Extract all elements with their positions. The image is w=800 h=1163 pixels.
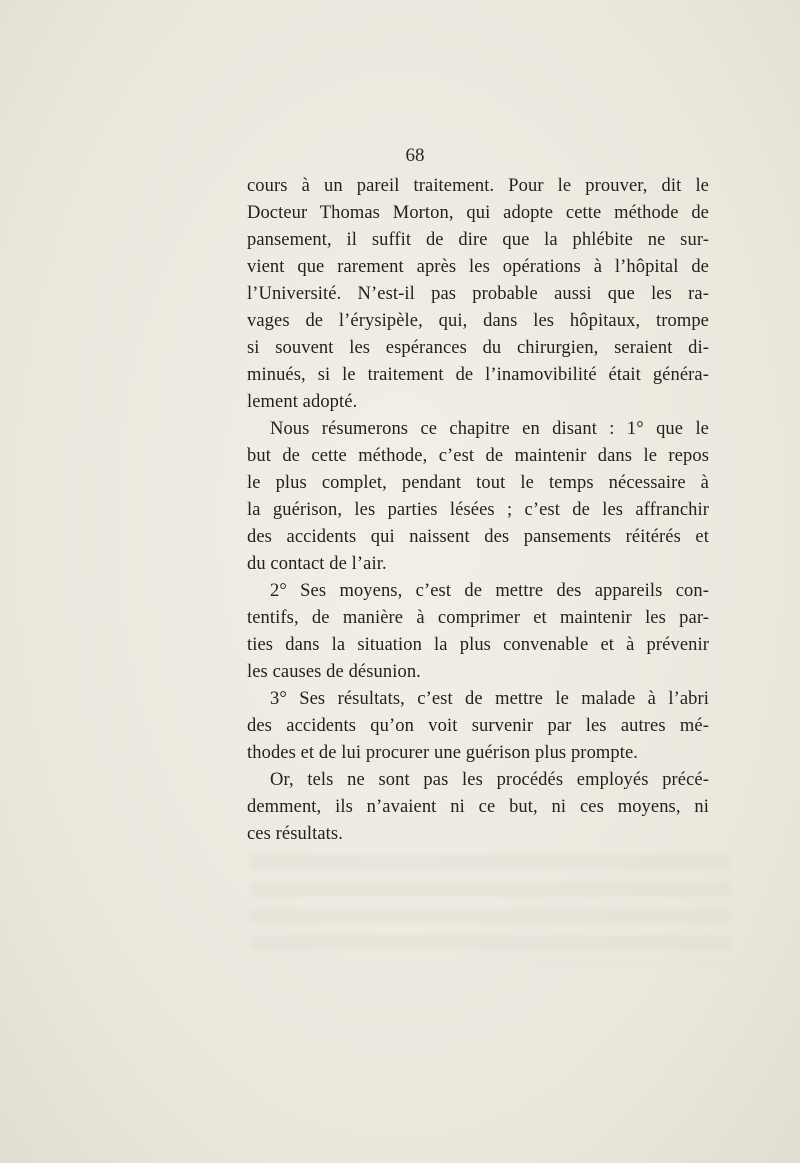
page-number: 68 bbox=[405, 145, 425, 166]
text-line: tentifs, de manière à comprimer et maintenir les par- bbox=[247, 608, 709, 628]
text-line: Docteur Thomas Morton, qui adopte cette méthode de bbox=[247, 203, 709, 223]
text-line: but de cette méthode, c’est de maintenir dans le repos bbox=[247, 446, 709, 466]
text-line: des accidents qu’on voit survenir par les autres mé- bbox=[247, 716, 709, 736]
text-line: ties dans la situation la plus convenable et à prévenir bbox=[247, 635, 709, 655]
text-line: Or, tels ne sont pas les procédés employés précé- bbox=[270, 770, 709, 790]
text-line: pansement, il suffit de dire que la phlébite ne sur- bbox=[247, 230, 709, 250]
text-line: cours à un pareil traitement. Pour le prouver, dit le bbox=[247, 176, 709, 196]
text-line: l’Université. N’est-il pas probable aussi que les ra- bbox=[247, 284, 709, 304]
text-line: du contact de l’air. bbox=[247, 554, 387, 574]
text-line: 2° Ses moyens, c’est de mettre des appareils con- bbox=[270, 581, 709, 601]
text-line: des accidents qui naissent des pansements réitérés et bbox=[247, 527, 709, 547]
text-line: vages de l’érysipèle, qui, dans les hôpitaux, trompe bbox=[247, 311, 709, 331]
text-line: minués, si le traitement de l’inamovibilité était généra- bbox=[247, 365, 709, 385]
text-line: 3° Ses résultats, c’est de mettre le malade à l’abri bbox=[270, 689, 709, 709]
text-line: si souvent les espérances du chirurgien, seraient di- bbox=[247, 338, 709, 358]
body-text bbox=[247, 173, 709, 848]
text-line: thodes et de lui procurer une guérison plus prompte. bbox=[247, 743, 639, 763]
text-line: vient que rarement après les opérations à l’hôpital de bbox=[247, 257, 709, 277]
text-line: demment, ils n’avaient ni ce but, ni ces moyens, ni bbox=[247, 797, 709, 817]
text-line: lement adopté. bbox=[247, 392, 358, 412]
text-line: les causes de désunion. bbox=[247, 662, 421, 682]
text-line: ces résultats. bbox=[247, 824, 343, 844]
text-line: le plus complet, pendant tout le temps nécessaire à bbox=[247, 473, 709, 493]
show-through-text bbox=[250, 855, 730, 965]
text-line: Nous résumerons ce chapitre en disant : 1° que le bbox=[270, 419, 709, 439]
text-line: la guérison, les parties lésées ; c’est de les affranchir bbox=[247, 500, 709, 520]
